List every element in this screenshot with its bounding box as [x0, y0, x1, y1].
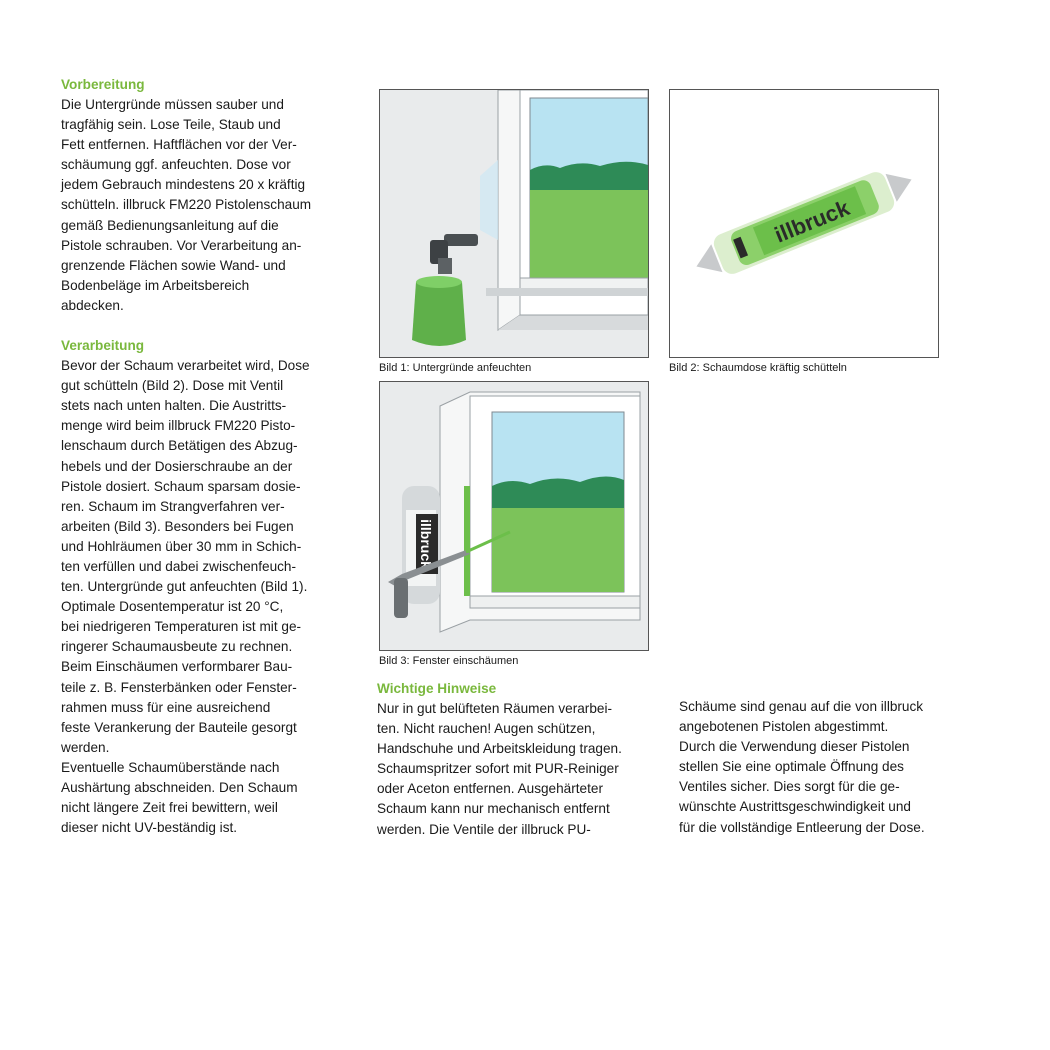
text-line: nicht längere Zeit frei bewittern, weil: [61, 800, 278, 816]
text-line: und Hohlräumen über 30 mm in Schich-: [61, 538, 302, 554]
text-line: tragfähig sein. Lose Teile, Staub und: [61, 117, 281, 133]
text-line: Fett entfernen. Haftflächen vor der Ver-: [61, 137, 297, 153]
window-foam-gun-illustration: [380, 382, 648, 650]
shaking-foam-can-illustration: [670, 90, 938, 357]
figure-1-caption: Bild 1: Untergründe anfeuchten: [379, 362, 532, 374]
text-line: ren. Schaum im Strangverfahren ver-: [61, 498, 285, 514]
text-line: Pistole dosiert. Schaum sparsam dosie-: [61, 478, 301, 494]
text-line: für die vollständige Entleerung der Dose.: [679, 819, 925, 835]
window-spray-bottle-illustration: [380, 90, 648, 357]
text-line: Handschuhe und Arbeitskleidung tragen.: [377, 741, 622, 757]
text-line: werden.: [61, 739, 110, 755]
text-line: arbeiten (Bild 3). Besonders bei Fugen: [61, 518, 294, 534]
text-line: Nur in gut belüfteten Räumen verarbei-: [377, 701, 612, 716]
text-line: ten verfüllen und dabei zwischenfeuch-: [61, 558, 297, 574]
text-line: Die Untergründe müssen sauber und: [61, 97, 284, 112]
text-line: angebotenen Pistolen abgestimmt.: [679, 719, 889, 735]
heading-vorbereitung: Vorbereitung: [61, 77, 145, 92]
text-line: ten. Untergründe gut anfeuchten (Bild 1).: [61, 579, 308, 595]
body-vorbereitung: [61, 95, 336, 316]
text-line: Schäume sind genau auf die von illbruck: [679, 699, 924, 714]
text-line: menge wird beim illbruck FM220 Pisto-: [61, 418, 296, 434]
text-line: Bodenbeläge im Arbeitsbereich: [61, 277, 250, 293]
heading-verarbeitung: Verarbeitung: [61, 338, 145, 354]
text-line: grenzende Flächen sowie Wand- und: [61, 257, 286, 273]
text-line: gut schütteln (Bild 2). Dose mit Ventil: [61, 378, 284, 394]
figure-2: [669, 89, 939, 358]
text-line: teile z. B. Fensterbänken oder Fenster-: [61, 679, 297, 695]
text-line: schütteln. illbruck FM220 Pistolenschaum: [61, 197, 312, 213]
body-verarbeitung: [61, 356, 336, 838]
section-wichtige-hinweise: [377, 679, 652, 840]
heading-wichtige-hinweise: Wichtige Hinweise: [377, 681, 497, 696]
figure-3-caption: Bild 3: Fenster einschäumen: [379, 655, 519, 667]
text-line: Schaumspritzer sofort mit PUR-Reiniger: [377, 761, 619, 777]
text-line: stets nach unten halten. Die Austritts-: [61, 398, 287, 414]
can-label-illbruck: illbruck: [418, 519, 434, 569]
text-line: Eventuelle Schaumüberstände nach: [61, 759, 280, 775]
text-line: gemäß Bedienungsanleitung auf die: [61, 217, 279, 233]
body-hinweise-continued: [679, 697, 964, 838]
text-line: feste Verankerung der Bauteile gesorgt: [61, 719, 297, 735]
text-line: wünschte Austrittsgeschwindigkeit und: [679, 799, 911, 815]
body-hinweise: [377, 699, 652, 840]
text-line: werden. Die Ventile der illbruck PU-: [377, 821, 591, 837]
text-line: rahmen muss für eine ausreichend: [61, 699, 271, 715]
text-line: Durch die Verwendung dieser Pistolen: [679, 739, 910, 755]
section-vorbereitung: [61, 75, 336, 316]
left-text-column: [61, 75, 336, 838]
text-line: Aushärtung abschneiden. Den Schaum: [61, 780, 298, 795]
text-line: dieser nicht UV-beständig ist.: [61, 820, 238, 836]
text-line: ten. Nicht rauchen! Augen schützen,: [377, 721, 596, 737]
figure-2-caption: Bild 2: Schaumdose kräftig schütteln: [669, 362, 847, 374]
text-line: hebels und der Dosierschraube an der: [61, 458, 293, 474]
text-line: Ventiles sicher. Dies sorgt für die ge-: [679, 779, 900, 795]
figure-3: [379, 381, 649, 651]
text-line: ringerer Schaumausbeute zu rechnen.: [61, 639, 293, 655]
text-line: Beim Einschäumen verformbarer Bau-: [61, 659, 293, 675]
text-line: oder Aceton entfernen. Ausgehärteter: [377, 781, 603, 797]
text-line: Schaum kann nur mechanisch entfernt: [377, 801, 610, 817]
text-line: bei niedrigeren Temperaturen ist mit ge-: [61, 619, 302, 635]
section-verarbeitung: [61, 336, 336, 838]
text-line: lenschaum durch Betätigen des Abzug-: [61, 438, 298, 454]
text-line: jedem Gebrauch mindestens 20 x kräftig: [61, 177, 306, 193]
text-line: Pistole schrauben. Vor Verarbeitung an-: [61, 237, 302, 253]
figure-1: [379, 89, 649, 358]
text-line: Bevor der Schaum verarbeitet wird, Dose: [61, 358, 310, 374]
text-line: stellen Sie eine optimale Öffnung des: [679, 759, 904, 775]
can-label-illbruck: illbruck: [771, 195, 853, 248]
hinweise-continuation: [679, 697, 964, 838]
text-line: schäumung ggf. anfeuchten. Dose vor: [61, 157, 291, 173]
text-line: abdecken.: [61, 297, 124, 313]
text-line: Optimale Dosentemperatur ist 20 °C,: [61, 599, 284, 615]
